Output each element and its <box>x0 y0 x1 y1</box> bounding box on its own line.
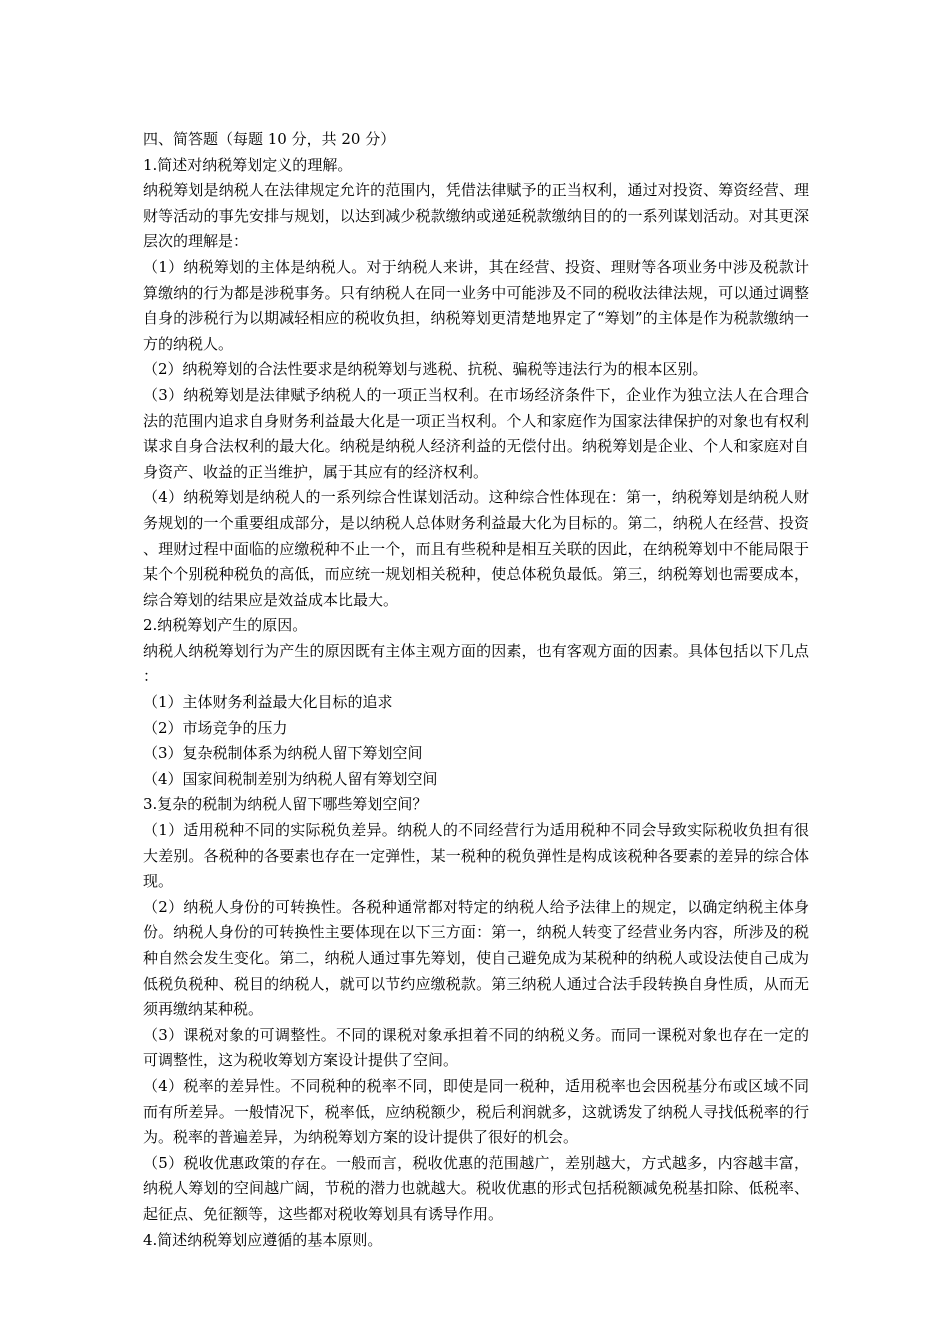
question-2-point-4: （4）国家间税制差别为纳税人留有筹划空间 <box>143 769 438 788</box>
section-heading: 四、简答题（每题 10 分，共 20 分） <box>143 130 396 148</box>
question-3-point-1: （1）适用税种不同的实际税负差异。纳税人的不同经营行为适用税种不同会导致实际税收负担有很大差别。各税种的各要素也存在一定弹性，某一税种的税负弹性是构成该税种各要素的差异的综合体现。 <box>143 821 809 891</box>
question-3-point-4: （4）税率的差异性。不同税种的税率不同，即使是同一税种，适用税率也会因税基分布或区域不同而有所差异。一般情况下，税率低，应纳税额少，税后利润就多，这就诱发了纳税人寻找低税率的行为。税率的普遍差异，为纳税筹划方案的设计提供了很好的机会。 <box>143 1076 809 1147</box>
question-3-point-3: （3）课税对象的可调整性。不同的课税对象承担着不同的纳税义务。而同一课税对象也存在一定的可调整性，这为税收筹划方案设计提供了空间。 <box>143 1025 809 1070</box>
question-3-point-5: （5）税收优惠政策的存在。一般而言，税收优惠的范围越广，差别越大，方式越多，内容越丰富，纳税人筹划的空间越广阔，节税的潜力也就越大。税收优惠的形式包括税额减免税基扣除、低税率、起征点、免征额等，这些都对税收筹划具有诱导作用。 <box>143 1153 809 1223</box>
question-1-intro: 纳税筹划是纳税人在法律规定允许的范围内，凭借法律赋予的正当权利，通过对投资、筹资经营、理财等活动的事先安排与规划，以达到减少税款缴纳或递延税款缴纳目的的一系列谋划活动。对其更深层次的理解是： <box>143 181 809 251</box>
question-3-title: 3.复杂的税制为纳税人留下哪些筹划空间？ <box>143 795 428 814</box>
question-4-title: 4.简述纳税筹划应遵循的基本原则。 <box>143 1230 383 1249</box>
question-1-point-1: （1）纳税筹划的主体是纳税人。对于纳税人来讲，其在经营、投资、理财等各项业务中涉及税款计算缴纳的行为都是涉税事务。只有纳税人在同一业务中可能涉及不同的税收法律法规，可以通过调整自身的涉税行为以期减轻相应的税收负担，纳税筹划更清楚地界定了“筹划”的主体是作为税款缴纳一方的纳税人。 <box>143 257 809 353</box>
question-1-title: 1.简述对纳税筹划定义的理解。 <box>143 155 353 174</box>
question-2-intro: 纳税人纳税筹划行为产生的原因既有主体主观方面的因素，也有客观方面的因素。具体包括以下几点： <box>143 641 809 686</box>
question-1-point-3: （3）纳税筹划是法律赋予纳税人的一项正当权利。在市场经济条件下，企业作为独立法人在合理合法的范围内追求自身财务利益最大化是一项正当权利。个人和家庭作为国家法律保护的对象也有权利谋求自身合法权利的最大化。纳税是纳税人经济利益的无偿付出。纳税筹划是企业、个人和家庭对自身资产、收益的正当维护，属于其应有的经济权利。 <box>143 385 809 481</box>
question-2-point-3: （3）复杂税制体系为纳税人留下筹划空间 <box>143 744 423 763</box>
question-2-point-2: （2）市场竞争的压力 <box>143 718 288 737</box>
question-2-title: 2.纳税筹划产生的原因。 <box>143 616 308 635</box>
question-2-point-1: （1）主体财务利益最大化目标的追求 <box>143 693 393 712</box>
question-1-point-4: （4）纳税筹划是纳税人的一系列综合性谋划活动。这种综合性体现在：第一，纳税筹划是纳税人财务规划的一个重要组成部分，是以纳税人总体财务利益最大化为目标的。第二，纳税人在经营、投资、理财过程中面临的应缴税种不止一个，而且有些税种是相互关联的因此，在纳税筹划中不能局限于某个个别税种税负的高低，而应统一规划相关税种，使总体税负最低。第三，纳税筹划也需要成本，综合筹划的结果应是效益成本比最大。 <box>143 488 809 609</box>
question-3-point-2: （2）纳税人身份的可转换性。各税种通常都对特定的纳税人给予法律上的规定，以确定纳税主体身份。纳税人身份的可转换性主要体现在以下三方面：第一，纳税人转变了经营业务内容，所涉及的税种自然会发生变化。第二，纳税人通过事先筹划，使自己避免成为某税种的纳税人或设法使自己成为低税负税种、税目的纳税人，就可以节约应缴税款。第三纳税人通过合法手段转换自身性质，从而无须再缴纳某种税。 <box>143 897 809 1019</box>
question-1-point-2: （2）纳税筹划的合法性要求是纳税筹划与逃税、抗税、骗税等违法行为的根本区别。 <box>143 360 708 379</box>
document-page <box>143 127 809 1253</box>
